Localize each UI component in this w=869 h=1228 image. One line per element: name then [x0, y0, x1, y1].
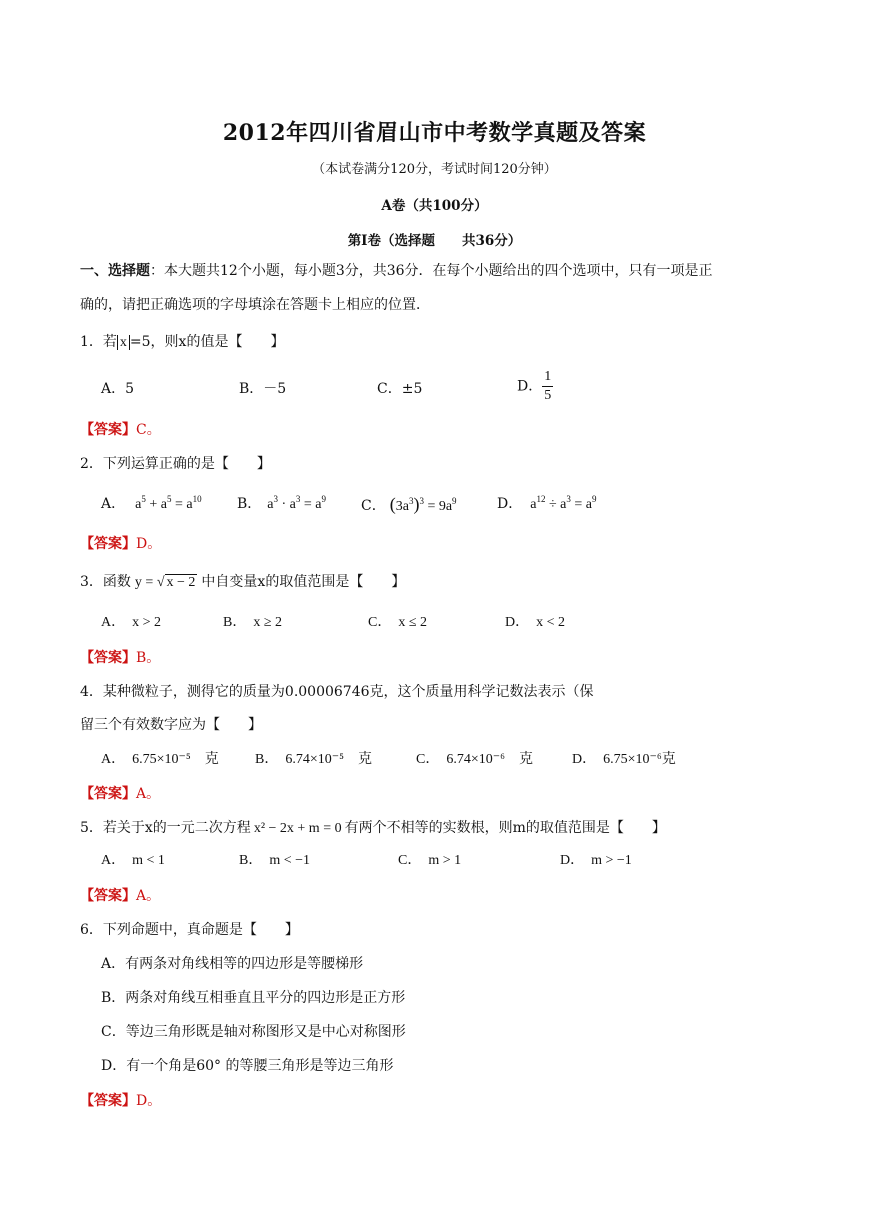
- question-1-answer: [80, 420, 161, 440]
- question-3-option-d: D． x < 2: [505, 615, 566, 630]
- question-1-option-d-label: D．: [517, 378, 543, 395]
- question-1-stem: [80, 332, 284, 353]
- question-6-stem: 6．下列命题中，真命题是【 】: [80, 922, 299, 938]
- question-5-option-d: D． m > −1: [560, 853, 632, 868]
- question-6-option-b: B．两条对角线互相垂直且平分的四边形是正方形: [101, 990, 406, 1006]
- option-label: C．: [361, 498, 386, 514]
- question-4-stem-line-1: 4．某种微粒子，测得它的质量为0.00006746克，这个质量用科学记数法表示（保: [80, 684, 594, 700]
- question-1-option-c: C．±5: [377, 381, 423, 397]
- question-5-stem-pre: 5．若关于x的一元二次方程: [80, 820, 251, 836]
- answer-label: 【答案】: [80, 786, 136, 802]
- answer-label: 【答案】: [80, 1093, 136, 1109]
- question-4-option-d: D． 6.75×10⁻⁶克: [572, 752, 676, 767]
- question-6-option-a: A．有两条对角线相等的四边形是等腰梯形: [101, 956, 364, 972]
- question-6-option-c: C．等边三角形既是轴对称图形又是中心对称图形: [101, 1024, 406, 1040]
- instructions-text-1: ：本大题共12个小题，每小题3分，共36分．在每个小题给出的四个选项中，只有一项是正: [150, 263, 713, 279]
- instructions-label: 一、选择题: [80, 263, 150, 279]
- question-2-answer: [80, 534, 161, 554]
- question-2-option-d-expr: $a^{12} \div a^3 = a^9$: [530, 494, 597, 512]
- question-2-option-b-expr: $a^3 \cdot a^3 = a^9$: [267, 494, 327, 512]
- question-3-option-c: C． x ≤ 2: [368, 615, 428, 630]
- question-5-stem: [80, 818, 666, 839]
- answer-label: 【答案】: [80, 422, 136, 438]
- question-1-stem-post: =5，则x的值是【 】: [129, 334, 285, 350]
- question-6-option-d: D．有一个角是60° 的等腰三角形是等边三角形: [101, 1058, 394, 1074]
- question-5-stem-post: 有两个不相等的实数根，则m的取值范围是【 】: [344, 820, 666, 836]
- answer-value: B。: [136, 650, 161, 666]
- question-5-option-b: B． m < −1: [239, 853, 311, 868]
- question-5-option-a: A． m < 1: [101, 853, 165, 868]
- question-4-answer: [80, 784, 160, 804]
- question-3-stem-pre: 3．函数: [80, 574, 131, 590]
- question-2-option-c-expr: $(3a^3)^3 = 9a^9$: [389, 494, 457, 514]
- part-a-heading: A卷（共100分）: [381, 198, 488, 214]
- question-3-stem: [80, 572, 405, 593]
- option-label: A．: [101, 496, 126, 512]
- fraction-numerator: 1: [542, 368, 553, 387]
- answer-value: A。: [136, 888, 161, 904]
- question-2-option-a: [101, 494, 202, 515]
- question-6-answer: [80, 1091, 161, 1111]
- answer-value: C。: [136, 422, 161, 438]
- exam-subtitle: （本试卷满分120分，考试时间120分钟）: [312, 162, 557, 177]
- answer-label: 【答案】: [80, 650, 136, 666]
- volume-1-heading: 第Ⅰ卷（选择题 共36分）: [347, 233, 522, 249]
- question-4-option-c: C． 6.74×10⁻⁶ 克: [416, 752, 534, 767]
- fraction-denominator: 5: [544, 388, 552, 403]
- question-4-option-b: B． 6.74×10⁻⁵ 克: [255, 752, 373, 767]
- instructions-line-1: [80, 261, 713, 281]
- question-2-option-a-expr: $a^5 + a^5 = a^{10}$: [135, 494, 202, 512]
- question-5-option-c: C． m > 1: [398, 853, 462, 868]
- question-5-equation: x² − 2x + m = 0: [253, 821, 342, 836]
- question-3-answer: [80, 648, 160, 668]
- option-label: B．: [237, 496, 262, 512]
- question-2-option-c: [361, 494, 457, 517]
- question-3-option-b: B． x ≥ 2: [223, 615, 283, 630]
- question-3-function: y = √ x − 2: [134, 575, 196, 590]
- question-5-answer: [80, 886, 160, 906]
- question-4-option-a: A． 6.75×10⁻⁵ 克: [101, 752, 219, 767]
- page-title: 2012年四川省眉山市中考数学真题及答案: [222, 120, 647, 146]
- question-2-stem: 2．下列运算正确的是【 】: [80, 456, 271, 472]
- answer-value: A。: [136, 786, 161, 802]
- option-label: D．: [497, 496, 523, 512]
- question-1-stem-pre: 1．若: [80, 334, 117, 350]
- question-1-option-a: A．5: [101, 381, 135, 397]
- question-1-option-d-fraction: [542, 368, 553, 405]
- instructions-line-2: 确的，请把正确选项的字母填涂在答题卡上相应的位置．: [80, 297, 430, 313]
- answer-value: D。: [136, 536, 162, 552]
- question-1-abs-x: x: [117, 335, 130, 350]
- answer-label: 【答案】: [80, 536, 136, 552]
- answer-label: 【答案】: [80, 888, 136, 904]
- question-3-stem-post: 中自变量x的取值范围是【 】: [201, 574, 406, 590]
- question-4-stem-line-2: 留三个有效数字应为【 】: [80, 717, 262, 733]
- question-1-option-d: [517, 368, 553, 405]
- answer-value: D。: [136, 1093, 162, 1109]
- question-1-option-b: B．－5: [239, 381, 287, 397]
- question-3-option-a: A． x > 2: [101, 615, 162, 630]
- question-2-option-b: [237, 494, 326, 515]
- question-2-option-d: [497, 494, 596, 515]
